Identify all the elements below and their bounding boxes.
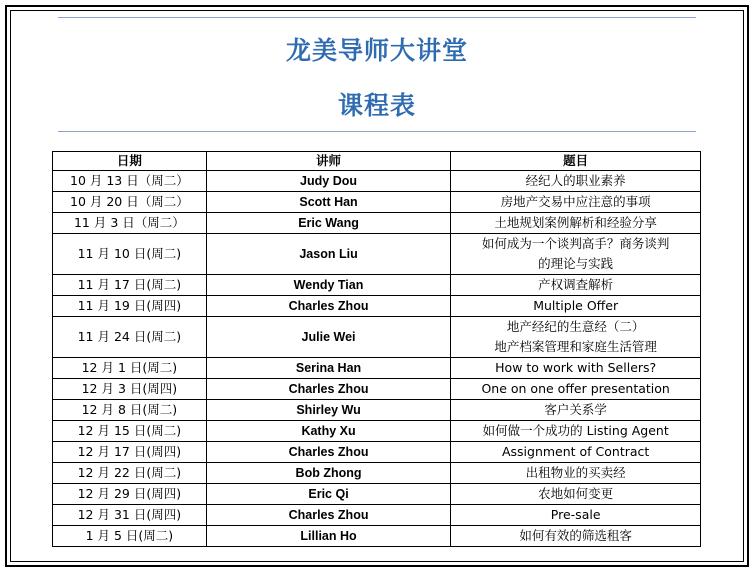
table-row — [53, 171, 701, 192]
table-row — [53, 484, 701, 505]
speaker-cell: Charles Zhou — [206, 379, 451, 400]
date-cell: 1 月 5 日(周二) — [53, 526, 207, 547]
table-row — [53, 379, 701, 400]
speaker-cell: Shirley Wu — [206, 400, 451, 421]
topic-line: 客户关系学 — [544, 402, 607, 417]
speaker-cell: Jason Liu — [206, 234, 451, 275]
date-cell: 10 月 13 日（周二） — [53, 171, 207, 192]
date-cell: 12 月 22 日(周二) — [53, 463, 207, 484]
speaker-cell: Eric Wang — [206, 213, 451, 234]
topic-cell — [451, 275, 701, 296]
table-row — [53, 463, 701, 484]
speaker-cell: Charles Zhou — [206, 505, 451, 526]
table-row — [53, 442, 701, 463]
topic-cell — [451, 400, 701, 421]
table-header-row — [53, 152, 701, 171]
topic-line: 如何有效的筛选租客 — [519, 528, 632, 543]
topic-cell — [451, 358, 701, 379]
topic-line: 如何做一个成功的 Listing Agent — [482, 423, 669, 438]
header-rule-bottom — [58, 131, 696, 132]
topic-line: 土地规划案例解析和经验分享 — [494, 215, 657, 230]
topic-cell — [451, 317, 701, 358]
table-row — [53, 213, 701, 234]
schedule-body — [53, 171, 701, 547]
topic-line: Assignment of Contract — [501, 444, 650, 459]
column-header-topic: 题目 — [451, 152, 701, 171]
header-rule-top — [58, 17, 696, 18]
topic-line: 农地如何变更 — [538, 486, 614, 501]
speaker-cell: Eric Qi — [206, 484, 451, 505]
table-row — [53, 275, 701, 296]
date-cell: 10 月 20 日（周二） — [53, 192, 207, 213]
table-row — [53, 296, 701, 317]
speaker-cell: Serina Han — [206, 358, 451, 379]
speaker-cell: Kathy Xu — [206, 421, 451, 442]
topic-line: Multiple Offer — [533, 298, 619, 313]
table-row — [53, 234, 701, 275]
date-cell: 12 月 3 日(周四) — [53, 379, 207, 400]
column-header-date: 日期 — [53, 152, 207, 171]
speaker-cell: Judy Dou — [206, 171, 451, 192]
speaker-cell: Charles Zhou — [206, 296, 451, 317]
column-header-speaker: 讲师 — [206, 152, 451, 171]
topic-line: 地产档案管理和家庭生活管理 — [494, 339, 657, 354]
topic-cell — [451, 171, 701, 192]
topic-line: Pre-sale — [550, 507, 601, 522]
page-title: 龙美导师大讲堂 — [285, 36, 468, 65]
topic-cell — [451, 421, 701, 442]
topic-line: 地产经纪的生意经（二） — [506, 319, 645, 334]
topic-line: 出租物业的买卖经 — [525, 465, 626, 480]
table-row — [53, 192, 701, 213]
date-cell: 12 月 17 日(周四) — [53, 442, 207, 463]
date-cell: 12 月 29 日(周四) — [53, 484, 207, 505]
date-cell: 11 月 17 日(周二) — [53, 275, 207, 296]
topic-cell — [451, 192, 701, 213]
topic-line: 的理论与实践 — [538, 256, 614, 271]
topic-cell — [451, 234, 701, 275]
schedule-table — [52, 151, 701, 547]
date-cell: 12 月 15 日(周二) — [53, 421, 207, 442]
topic-cell — [451, 213, 701, 234]
date-cell: 11 月 24 日(周二) — [53, 317, 207, 358]
topic-cell — [451, 484, 701, 505]
table-row — [53, 421, 701, 442]
speaker-cell: Wendy Tian — [206, 275, 451, 296]
topic-cell — [451, 296, 701, 317]
date-cell: 11 月 10 日(周二) — [53, 234, 207, 275]
topic-cell — [451, 505, 701, 526]
speaker-cell: Lillian Ho — [206, 526, 451, 547]
topic-line: 经纪人的职业素养 — [525, 173, 626, 188]
topic-cell — [451, 463, 701, 484]
table-row — [53, 526, 701, 547]
table-row — [53, 358, 701, 379]
topic-line: 如何成为一个谈判高手？商务谈判 — [481, 236, 670, 251]
date-cell: 12 月 31 日(周四) — [53, 505, 207, 526]
table-row — [53, 317, 701, 358]
page-subtitle: 课程表 — [337, 91, 416, 120]
table-row — [53, 505, 701, 526]
table-row — [53, 400, 701, 421]
topic-cell — [451, 379, 701, 400]
date-cell: 12 月 1 日(周二) — [53, 358, 207, 379]
speaker-cell: Julie Wei — [206, 317, 451, 358]
date-cell: 11 月 3 日（周二） — [53, 213, 207, 234]
topic-line: 房地产交易中应注意的事项 — [500, 194, 651, 209]
topic-line: One on one offer presentation — [481, 381, 670, 396]
date-cell: 12 月 8 日(周二) — [53, 400, 207, 421]
topic-cell — [451, 442, 701, 463]
speaker-cell: Scott Han — [206, 192, 451, 213]
speaker-cell: Charles Zhou — [206, 442, 451, 463]
topic-cell — [451, 526, 701, 547]
date-cell: 11 月 19 日(周四) — [53, 296, 207, 317]
topic-line: 产权调查解析 — [538, 277, 614, 292]
speaker-cell: Bob Zhong — [206, 463, 451, 484]
topic-line: How to work with Sellers? — [495, 360, 657, 375]
